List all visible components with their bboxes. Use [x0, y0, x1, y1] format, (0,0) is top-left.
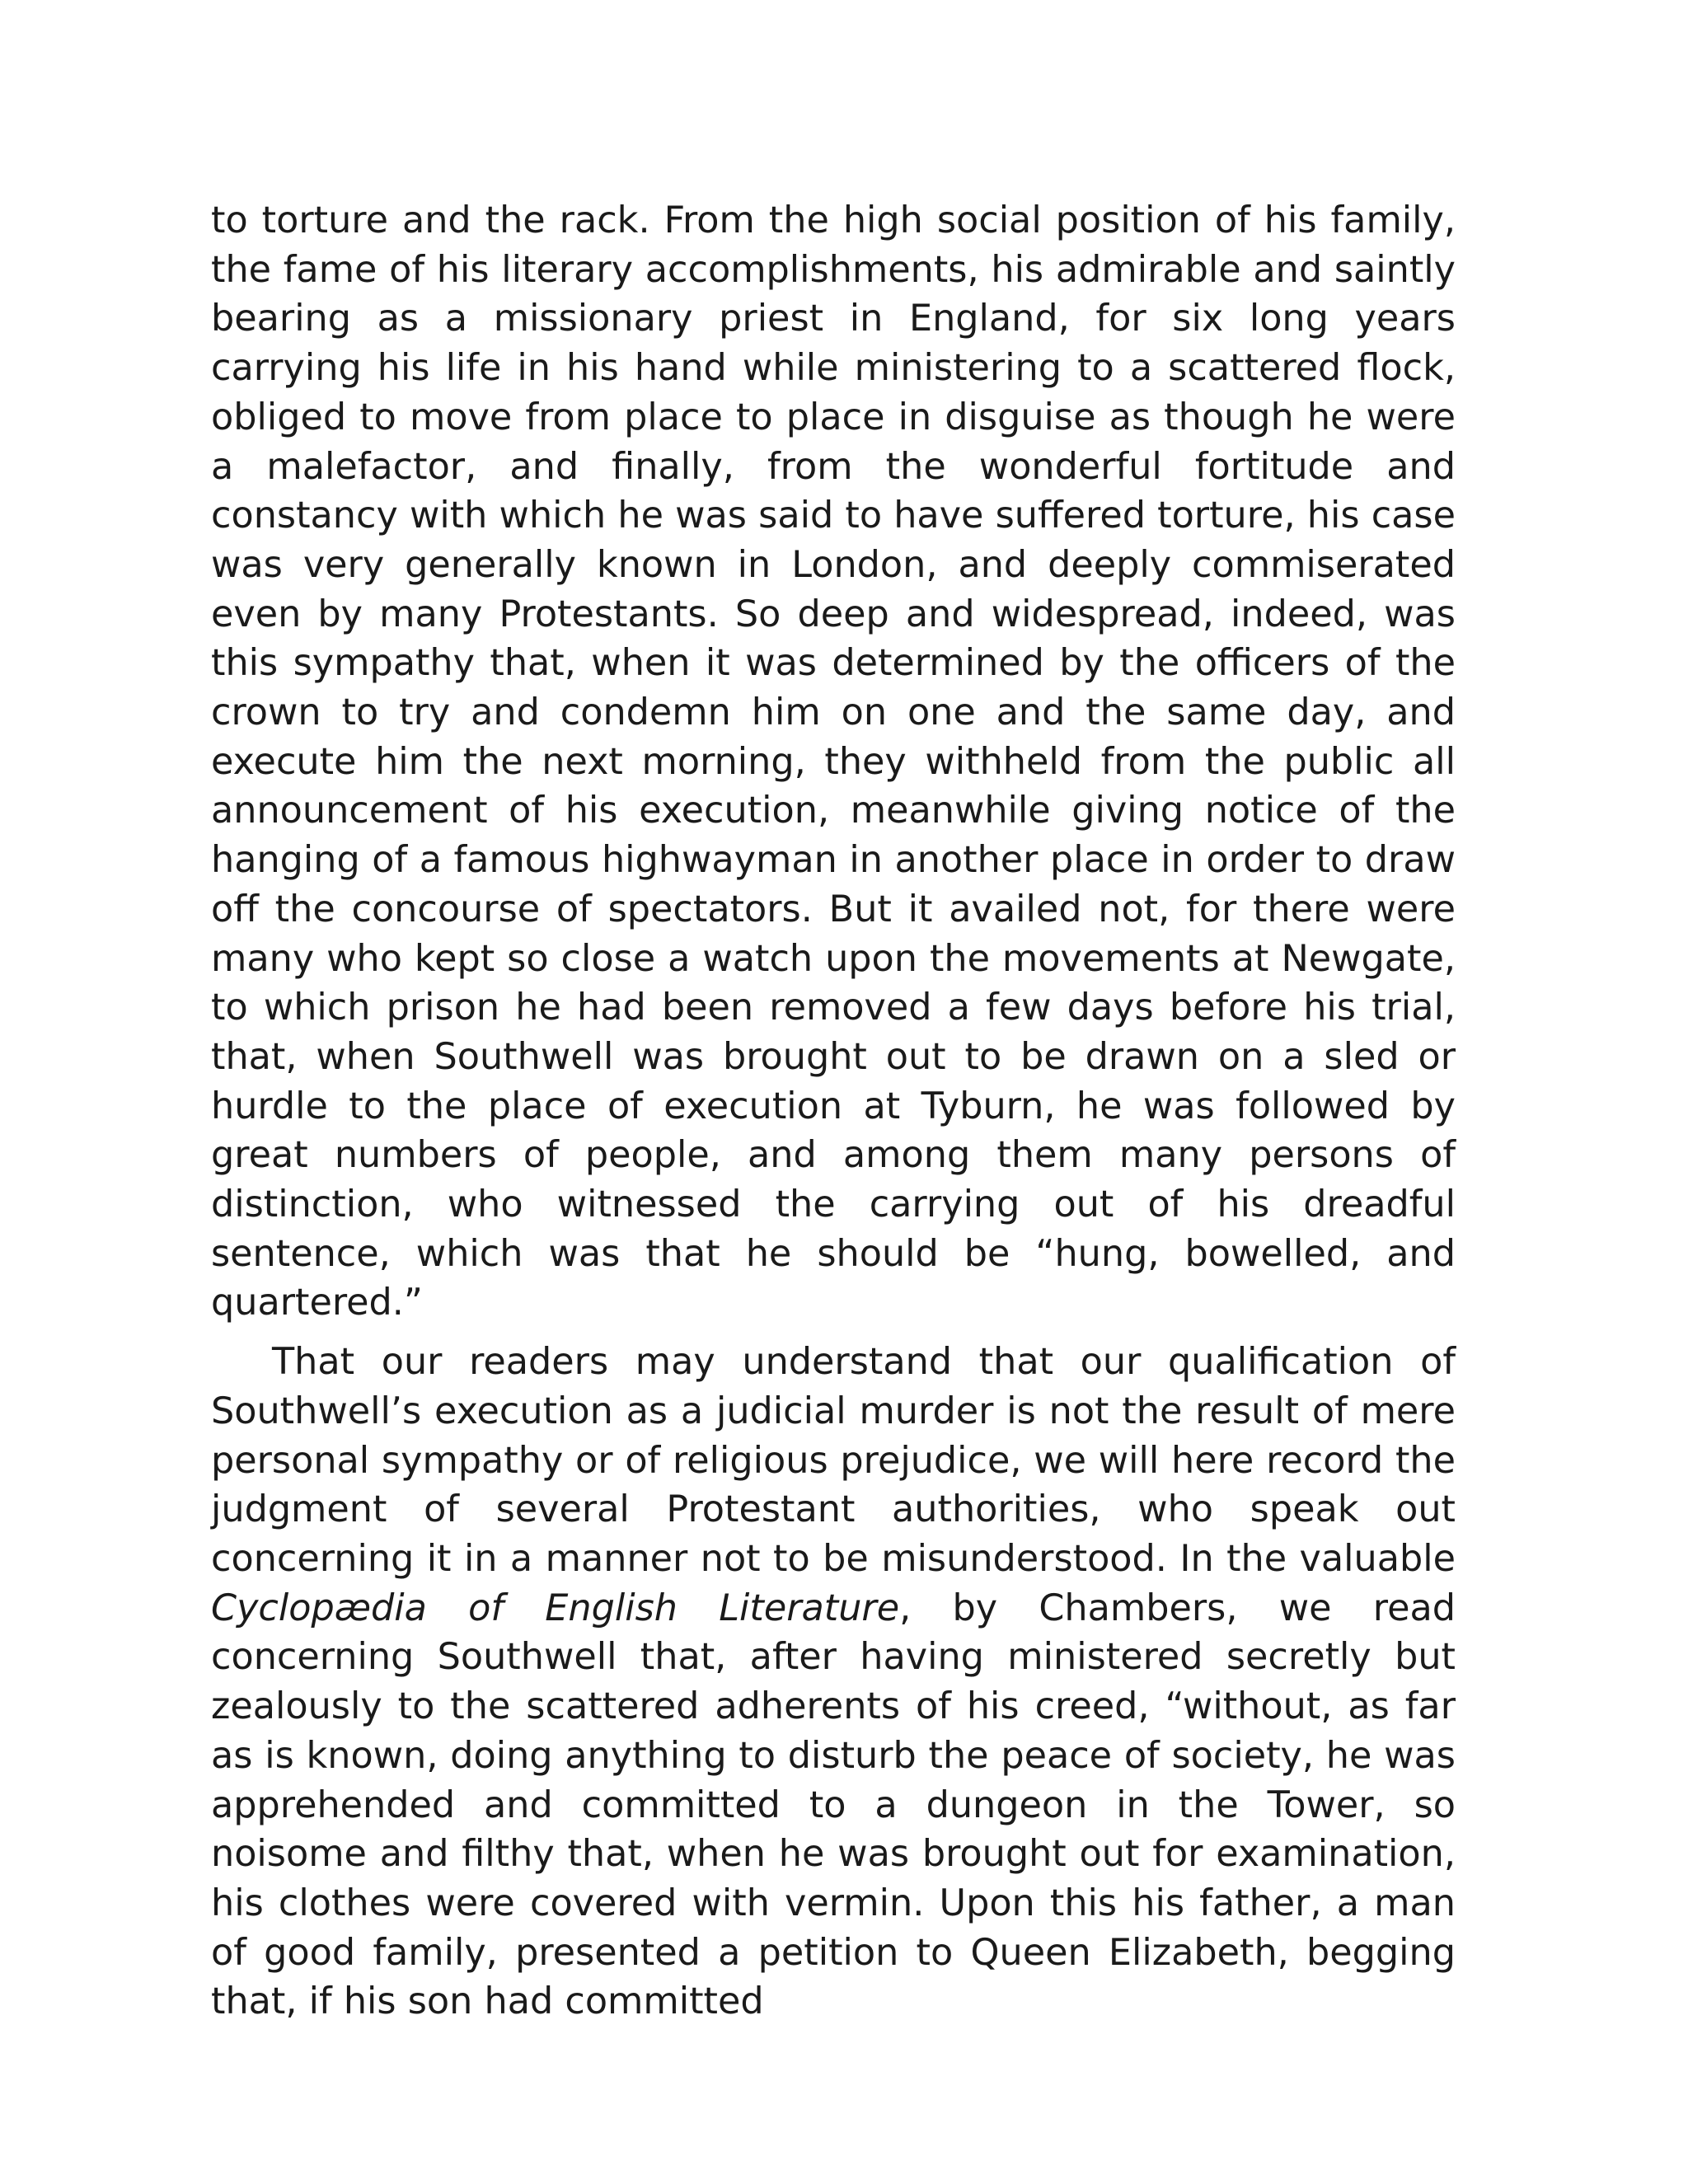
paragraph-1: to torture and the rack. From the high social position of his family, the fame of his literary accomplishments, his admirable and saintly bearing as a missionary priest in England, for six long years carrying his life in his hand while ministering to a scattered flock, obliged to move from place to place in disguise as though he were a malefactor, and finally, from the wonderful fortitude and constancy with which he was said to have suffered torture, his case was very generally known in London, and deeply commiserated even by many Protestants. So deep and widespread, indeed, was this sympathy that, when it was determined by the officers of the crown to try and condemn him on one and the same day, and execute him the next morning, they withheld from the public all announcement of his execution, meanwhile giving notice of the hanging of a famous highwayman in another place in order to draw off the concourse of spectators. But it availed not, for there were many who kept so close a watch upon the movements at Newgate, to which prison he had been removed a few days before his trial, that, when Southwell was brought out to be drawn on a sled or hurdle to the place of execution at Tyburn, he was followed by great numbers of people, and among them many persons of distinction, who witnessed the carrying out of his dreadful sentence, which was that he should be “hung, bowelled, and quartered.”: [211, 199, 1456, 1324]
paragraph-2-text-end: , by Chambers, we read concerning Southwell that, after having ministered secretly but zealously to the scattered adherents of his creed, “without, as far as is known, doing anything to disturb the peace of society, he was apprehended and committed to a dungeon in the Tower, so noisome and filthy that, when he was brought out for examination, his clothes were covered with vermin. Upon this his father, a man of good family, presented a petition to Queen Elizabeth, begging that, if his son had committed: [211, 1586, 1456, 2023]
paragraph-2-text-start: That our readers may understand that our qualification of Southwell’s execution as a judicial murder is not the result of mere personal sympathy or of religious prejudice, we will here record the judgment of several Protestant authorities, who speak out concerning it in a manner not to be misunderstood. In the valuable: [211, 1341, 1456, 1580]
paragraph-2: [211, 1338, 1456, 2027]
page-body: [211, 196, 1456, 2027]
book-title: Cyclopædia of English Literature: [211, 1586, 900, 1629]
